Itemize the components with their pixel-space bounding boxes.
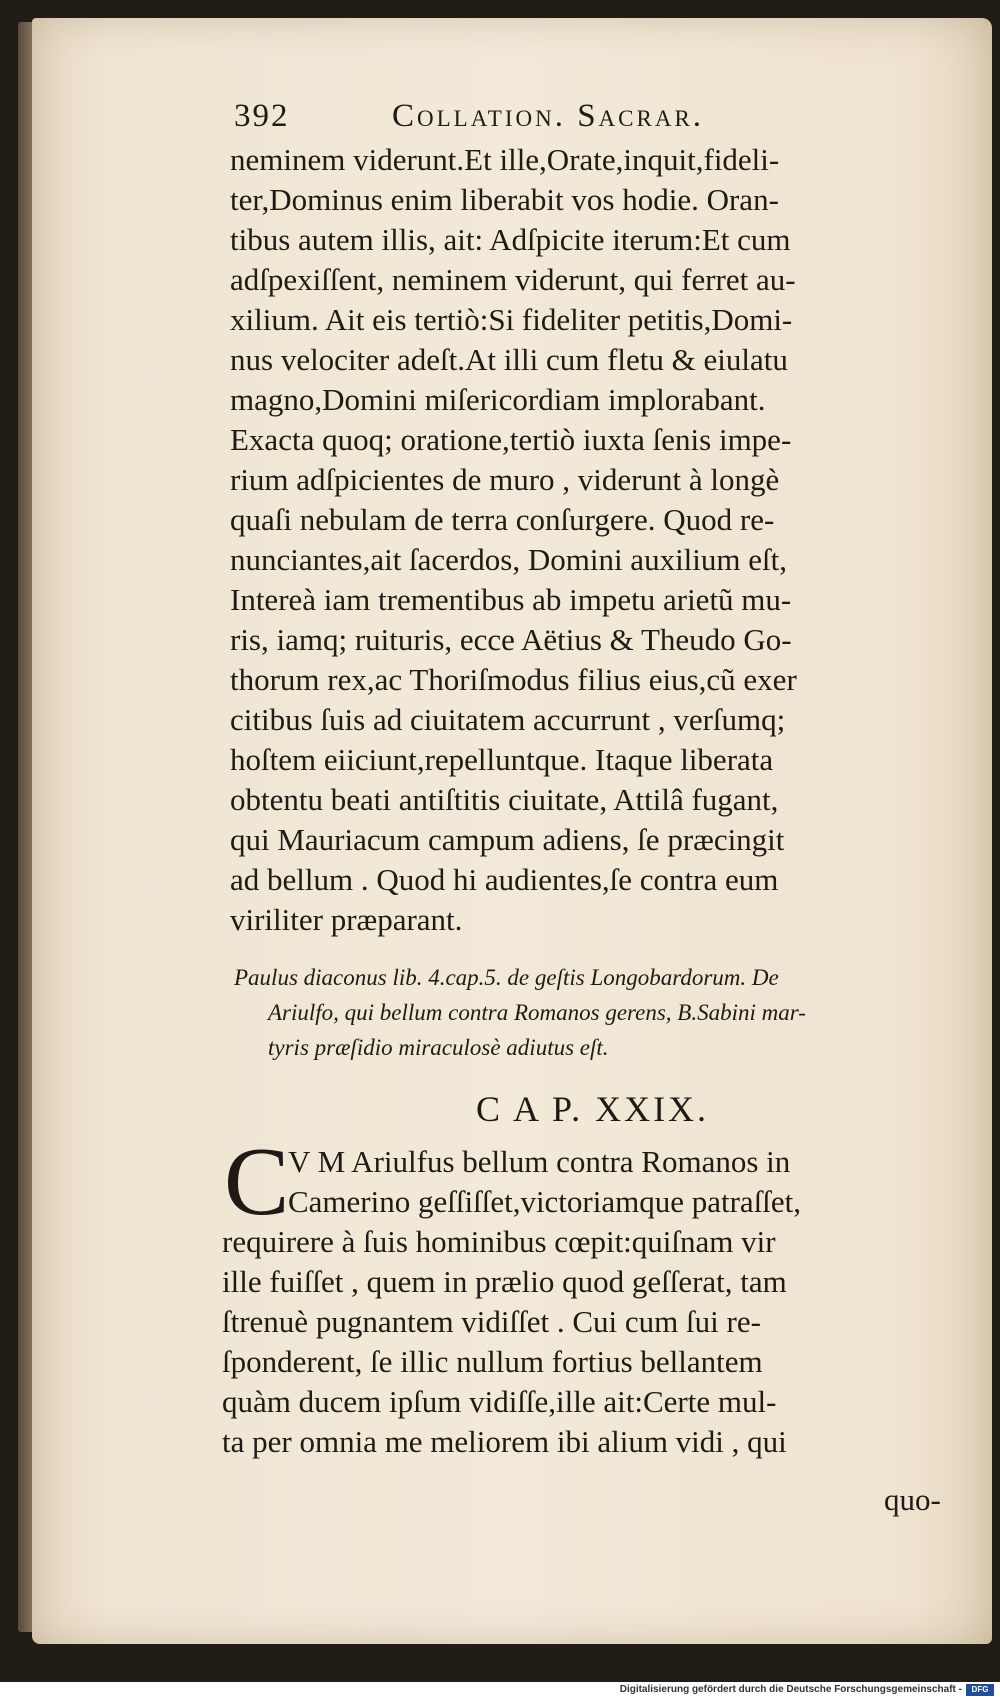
text-line: ta per omnia me meliorem ibi alium vidi , qui — [222, 1424, 787, 1459]
text-line: tibus autem illis, ait: Adſpicite iterum:Et cum — [230, 222, 791, 257]
text-line: quàm ducem ipſum vidiſſe,ille ait:Certe mul- — [222, 1384, 777, 1419]
text-line: requirere à ſuis hominibus cœpit:quiſnam vir — [222, 1224, 776, 1259]
text-line: nus velociter adeſt.At illi cum fletu & eiulatu — [230, 342, 788, 377]
text-line: nunciantes,ait ſacerdos, Domini auxilium eſt, — [230, 542, 788, 577]
page-header — [234, 98, 894, 142]
text-line: ris, iamq; ruituris, ecce Aëtius & Theudo Go- — [230, 622, 792, 657]
running-title: Collation. Sacrar. — [392, 98, 705, 134]
text-line: obtentu beati antiſtitis ciuitate, Attilâ fugant, — [230, 782, 779, 817]
page-number: 392 — [234, 98, 290, 134]
text-line: qui Mauriacum campum adiens, ſe præcingit — [230, 822, 785, 857]
text-line: rium adſpicientes de muro , viderunt à longè — [230, 462, 780, 497]
text-line: ad bellum . Quod hi audientes,ſe contra eum — [230, 862, 779, 897]
text-line: viriliter præparant. — [230, 902, 463, 937]
text-line: ſponderent, ſe illic nullum fortius bellantem — [222, 1344, 763, 1379]
text-line: Exacta quoq; oratione,tertiò iuxta ſenis impe- — [230, 422, 792, 457]
note-line: Paulus diaconus lib. 4.cap.5. de geſtis Longobardorum. De — [234, 965, 779, 990]
text-line: Camerino geſſiſſet,victoriamque patraſſet, — [288, 1184, 802, 1219]
body-paragraph — [230, 140, 970, 940]
source-note — [234, 960, 964, 1065]
text-line: hoſtem eiiciunt,repelluntque. Itaque liberata — [230, 742, 774, 777]
text-line: adſpexiſſent, neminem viderunt, qui ferret au- — [230, 262, 796, 297]
text-line: quaſi nebulam de terra conſurgere. Quod re- — [230, 502, 775, 537]
chapter-paragraph — [222, 1128, 982, 1462]
text-line: neminem viderunt.Et ille,Orate,inquit,fideli- — [230, 142, 780, 177]
text-line: ter,Dominus enim liberabit vos hodie. Oran- — [230, 182, 779, 217]
chapter-heading: C A P. XXIX. — [476, 1089, 710, 1129]
text-line: xilium. Ait eis tertiò:Si fideliter petitis,Domi- — [230, 302, 793, 337]
dfg-logo: DFG — [966, 1684, 994, 1696]
text-line: ille fuiſſet , quem in prælio quod geſſerat, tam — [222, 1264, 787, 1299]
drop-cap-initial: C — [224, 1128, 290, 1236]
catchword: quo- — [884, 1482, 941, 1517]
text-line: Intereà iam trementibus ab impetu arietũ mu- — [230, 582, 792, 617]
text-line: V M Ariulfus bellum contra Romanos in — [288, 1144, 791, 1179]
text-line: citibus ſuis ad ciuitatem accurrunt , verſumq; — [230, 702, 786, 737]
text-line: magno,Domini miſericordiam implorabant. — [230, 382, 766, 417]
text-line: thorum rex,ac Thoriſmodus filius eius,cũ exer — [230, 662, 797, 697]
note-line: Ariulfo, qui bellum contra Romanos gerens, B.Sabini mar- — [268, 1000, 806, 1025]
text-line: ſtrenuè pugnantem vidiſſet . Cui cum ſui re- — [222, 1304, 761, 1339]
funding-credit: Digitalisierung gefördert durch die Deutsche Forschungsgemeinschaft - — [619, 1684, 962, 1695]
note-line: tyris præſidio miraculosè adiutus eſt. — [268, 1035, 609, 1060]
